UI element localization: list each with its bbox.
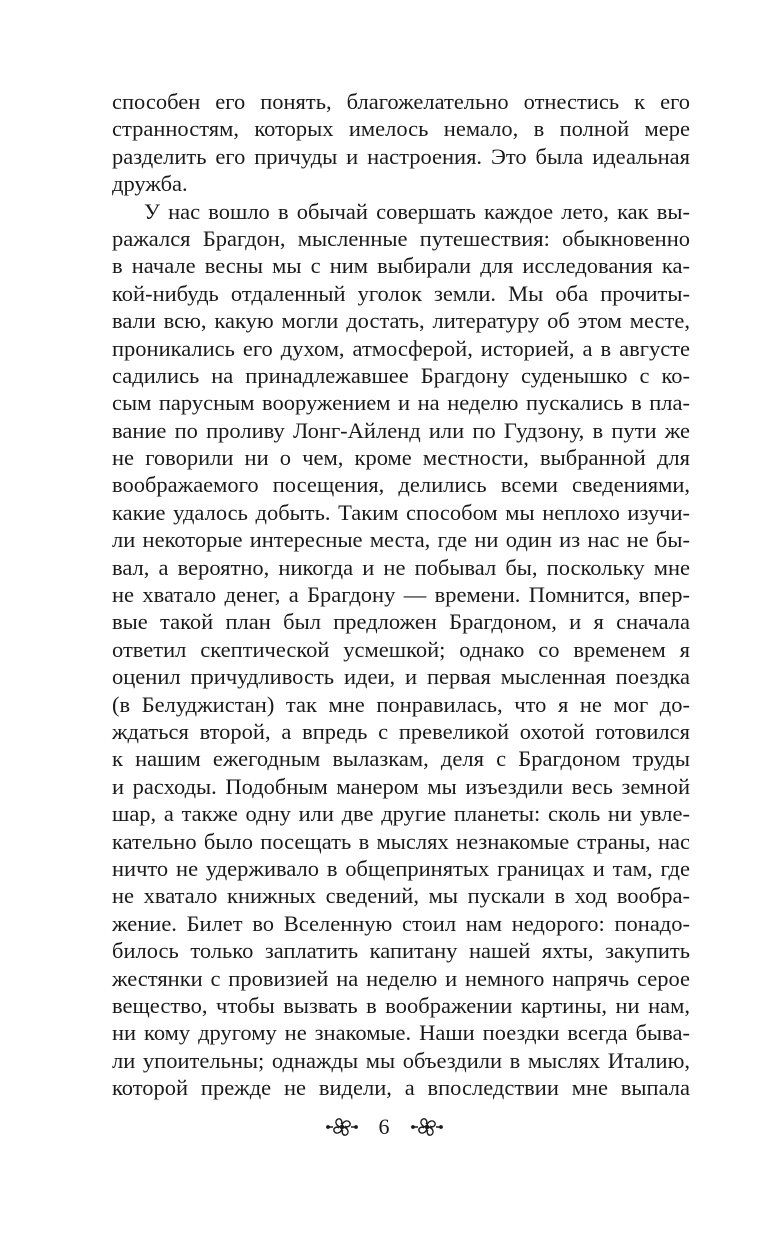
text-line: в начале весны мы с ним выбирали для исследования ка- bbox=[112, 253, 690, 279]
text-line: не говорили ни о чем, кроме местности, выбранной для bbox=[112, 445, 690, 471]
text-line: и расходы. Подобным манером мы изъездили весь земной bbox=[112, 773, 690, 799]
paragraph-1 bbox=[112, 88, 690, 198]
text-line: кательно было посещать в мыслях незнакомые страны, нас bbox=[112, 828, 690, 854]
text-line: садились на принадлежавшее Брагдону суденышко с ко- bbox=[112, 362, 690, 388]
text-line: способен его понять, благожелательно отнестись к его bbox=[112, 89, 690, 114]
page-body bbox=[112, 88, 690, 1101]
page-number: 6 bbox=[378, 1114, 390, 1139]
text-line: ждаться второй, а впредь с превеликой охотой готовился bbox=[112, 718, 690, 744]
text-line: к нашим ежегодным вылазкам, деля с Брагдоном труды bbox=[112, 746, 690, 772]
text-line: сым парусным вооружением и на неделю пускались в пла- bbox=[112, 390, 690, 416]
text-line: дружба. bbox=[112, 171, 188, 197]
text-line: билось только заплатить капитану нашей яхты, закупить bbox=[112, 938, 690, 964]
text-line: разделить его причуды и настроения. Это была идеальная bbox=[112, 143, 690, 169]
text-line: оценил причудливость идеи, и первая мысленная поездка bbox=[112, 664, 690, 690]
text-line: какие удалось добыть. Таким способом мы неплохо изучи- bbox=[112, 499, 690, 525]
text-line: странностям, которых имелось немало, в полной мере bbox=[112, 116, 690, 142]
text-line: не хватало книжных сведений, мы пускали в ход вообра- bbox=[112, 883, 690, 909]
text-line: проникались его духом, атмосферой, историей, а в августе bbox=[112, 335, 690, 361]
text-line: вали всю, какую могли достать, литературу об этом месте, bbox=[112, 308, 690, 334]
text-line: шар, а также одну или две другие планеты: сколь ни увле- bbox=[112, 801, 690, 827]
text-line: вещество, чтобы вызвать в воображении картины, ни нам, bbox=[112, 992, 690, 1018]
page-footer bbox=[0, 1112, 768, 1142]
paragraph-2 bbox=[112, 198, 690, 1102]
text-line: ли некоторые интересные места, где ни один из нас не бы- bbox=[112, 527, 690, 553]
text-line: вание по проливу Лонг-Айленд или по Гудзону, в пути же bbox=[112, 417, 690, 443]
text-line: ответил скептической усмешкой; однако со временем я bbox=[112, 636, 690, 662]
text-line: которой прежде не видели, а впоследствии мне выпала bbox=[112, 1075, 690, 1101]
text-line: ничто не удерживало в общепринятых границах и там, где bbox=[112, 855, 690, 881]
text-line: (в Белуджистан) так мне понравилась, что я не мог до- bbox=[112, 691, 690, 717]
floral-ornament-icon bbox=[410, 1116, 444, 1138]
text-line: ли упоительны; однажды мы объездили в мыслях Италию, bbox=[112, 1047, 690, 1073]
text-line: вые такой план был предложен Брагдоном, и я сначала bbox=[112, 609, 690, 635]
text-line: ни кому другому не знакомые. Наши поездки всегда быва- bbox=[112, 1020, 690, 1046]
text-line: жение. Билет во Вселенную стоил нам недорого: понадо- bbox=[112, 910, 690, 936]
floral-ornament-icon bbox=[325, 1116, 359, 1138]
text-line: ражался Брагдон, мысленные путешествия: обыкновенно bbox=[112, 225, 690, 251]
text-line: кой-нибудь отдаленный уголок земли. Мы оба прочиты- bbox=[112, 280, 690, 306]
text-line: вал, а вероятно, никогда и не побывал бы, поскольку мне bbox=[112, 554, 690, 580]
text-line: жестянки с провизией на неделю и немного напрячь серое bbox=[112, 965, 690, 991]
text-line: не хватало денег, а Брагдону — времени. Помнится, впер- bbox=[112, 582, 690, 608]
text-line: воображаемого посещения, делились всеми сведениями, bbox=[112, 472, 690, 498]
text-line: У нас вошло в обычай совершать каждое лето, как вы- bbox=[144, 198, 690, 224]
